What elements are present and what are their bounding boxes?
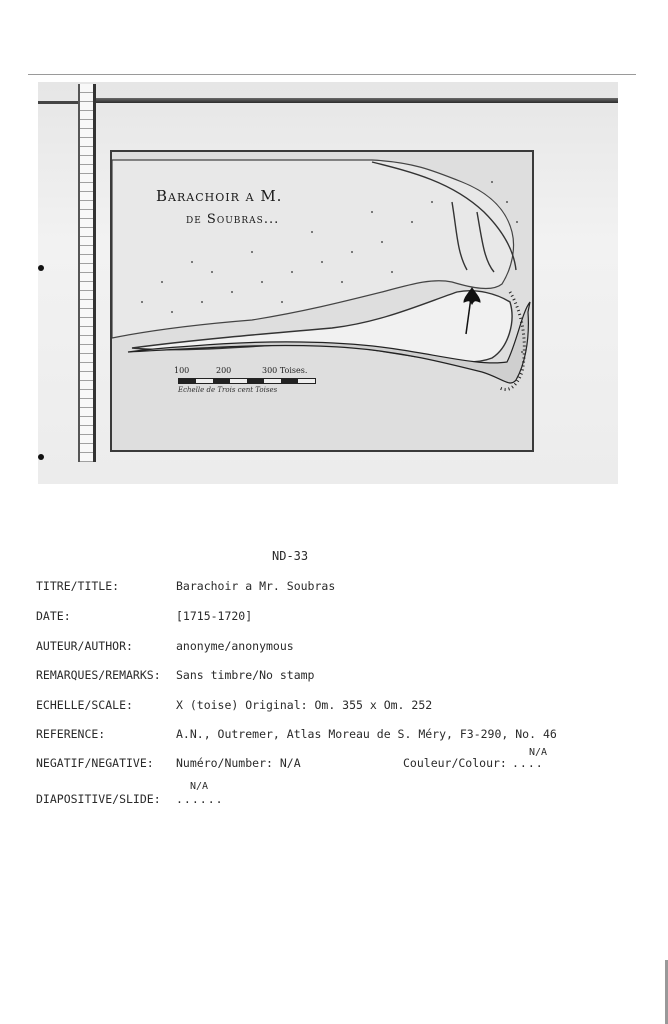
colour-na: N/A — [529, 747, 548, 758]
slide-na: N/A — [190, 781, 209, 792]
map-sheet — [110, 150, 534, 452]
scale-label-100: 100 — [174, 366, 190, 375]
map-scale-bar — [178, 378, 316, 384]
top-bar-left — [38, 101, 78, 104]
map-title: Barachoir a M. de Soubras... — [156, 187, 283, 227]
top-bar — [90, 98, 618, 103]
document-id: ND-33 — [272, 549, 309, 563]
colour-value: .... — [512, 756, 544, 770]
page-edge-line — [28, 74, 636, 75]
map-scale-caption: Echelle de Trois cent Toises — [178, 386, 278, 394]
map-photograph — [38, 82, 618, 484]
margin-dot — [38, 265, 44, 271]
scale-label-300: 300 Toises. — [262, 366, 308, 375]
scale-label-200: 200 — [216, 366, 232, 375]
margin-dot — [38, 454, 44, 460]
colour-label: Couleur/Colour: — [403, 756, 507, 770]
field-slide: DIAPOSITIVE/SLIDE: ...... N/A — [36, 781, 224, 806]
measuring-ruler — [78, 84, 96, 462]
field-negative: NEGATIF/NEGATIVE: Numéro/Number: N/A Couleur/Colour: .... N/A — [36, 747, 548, 770]
